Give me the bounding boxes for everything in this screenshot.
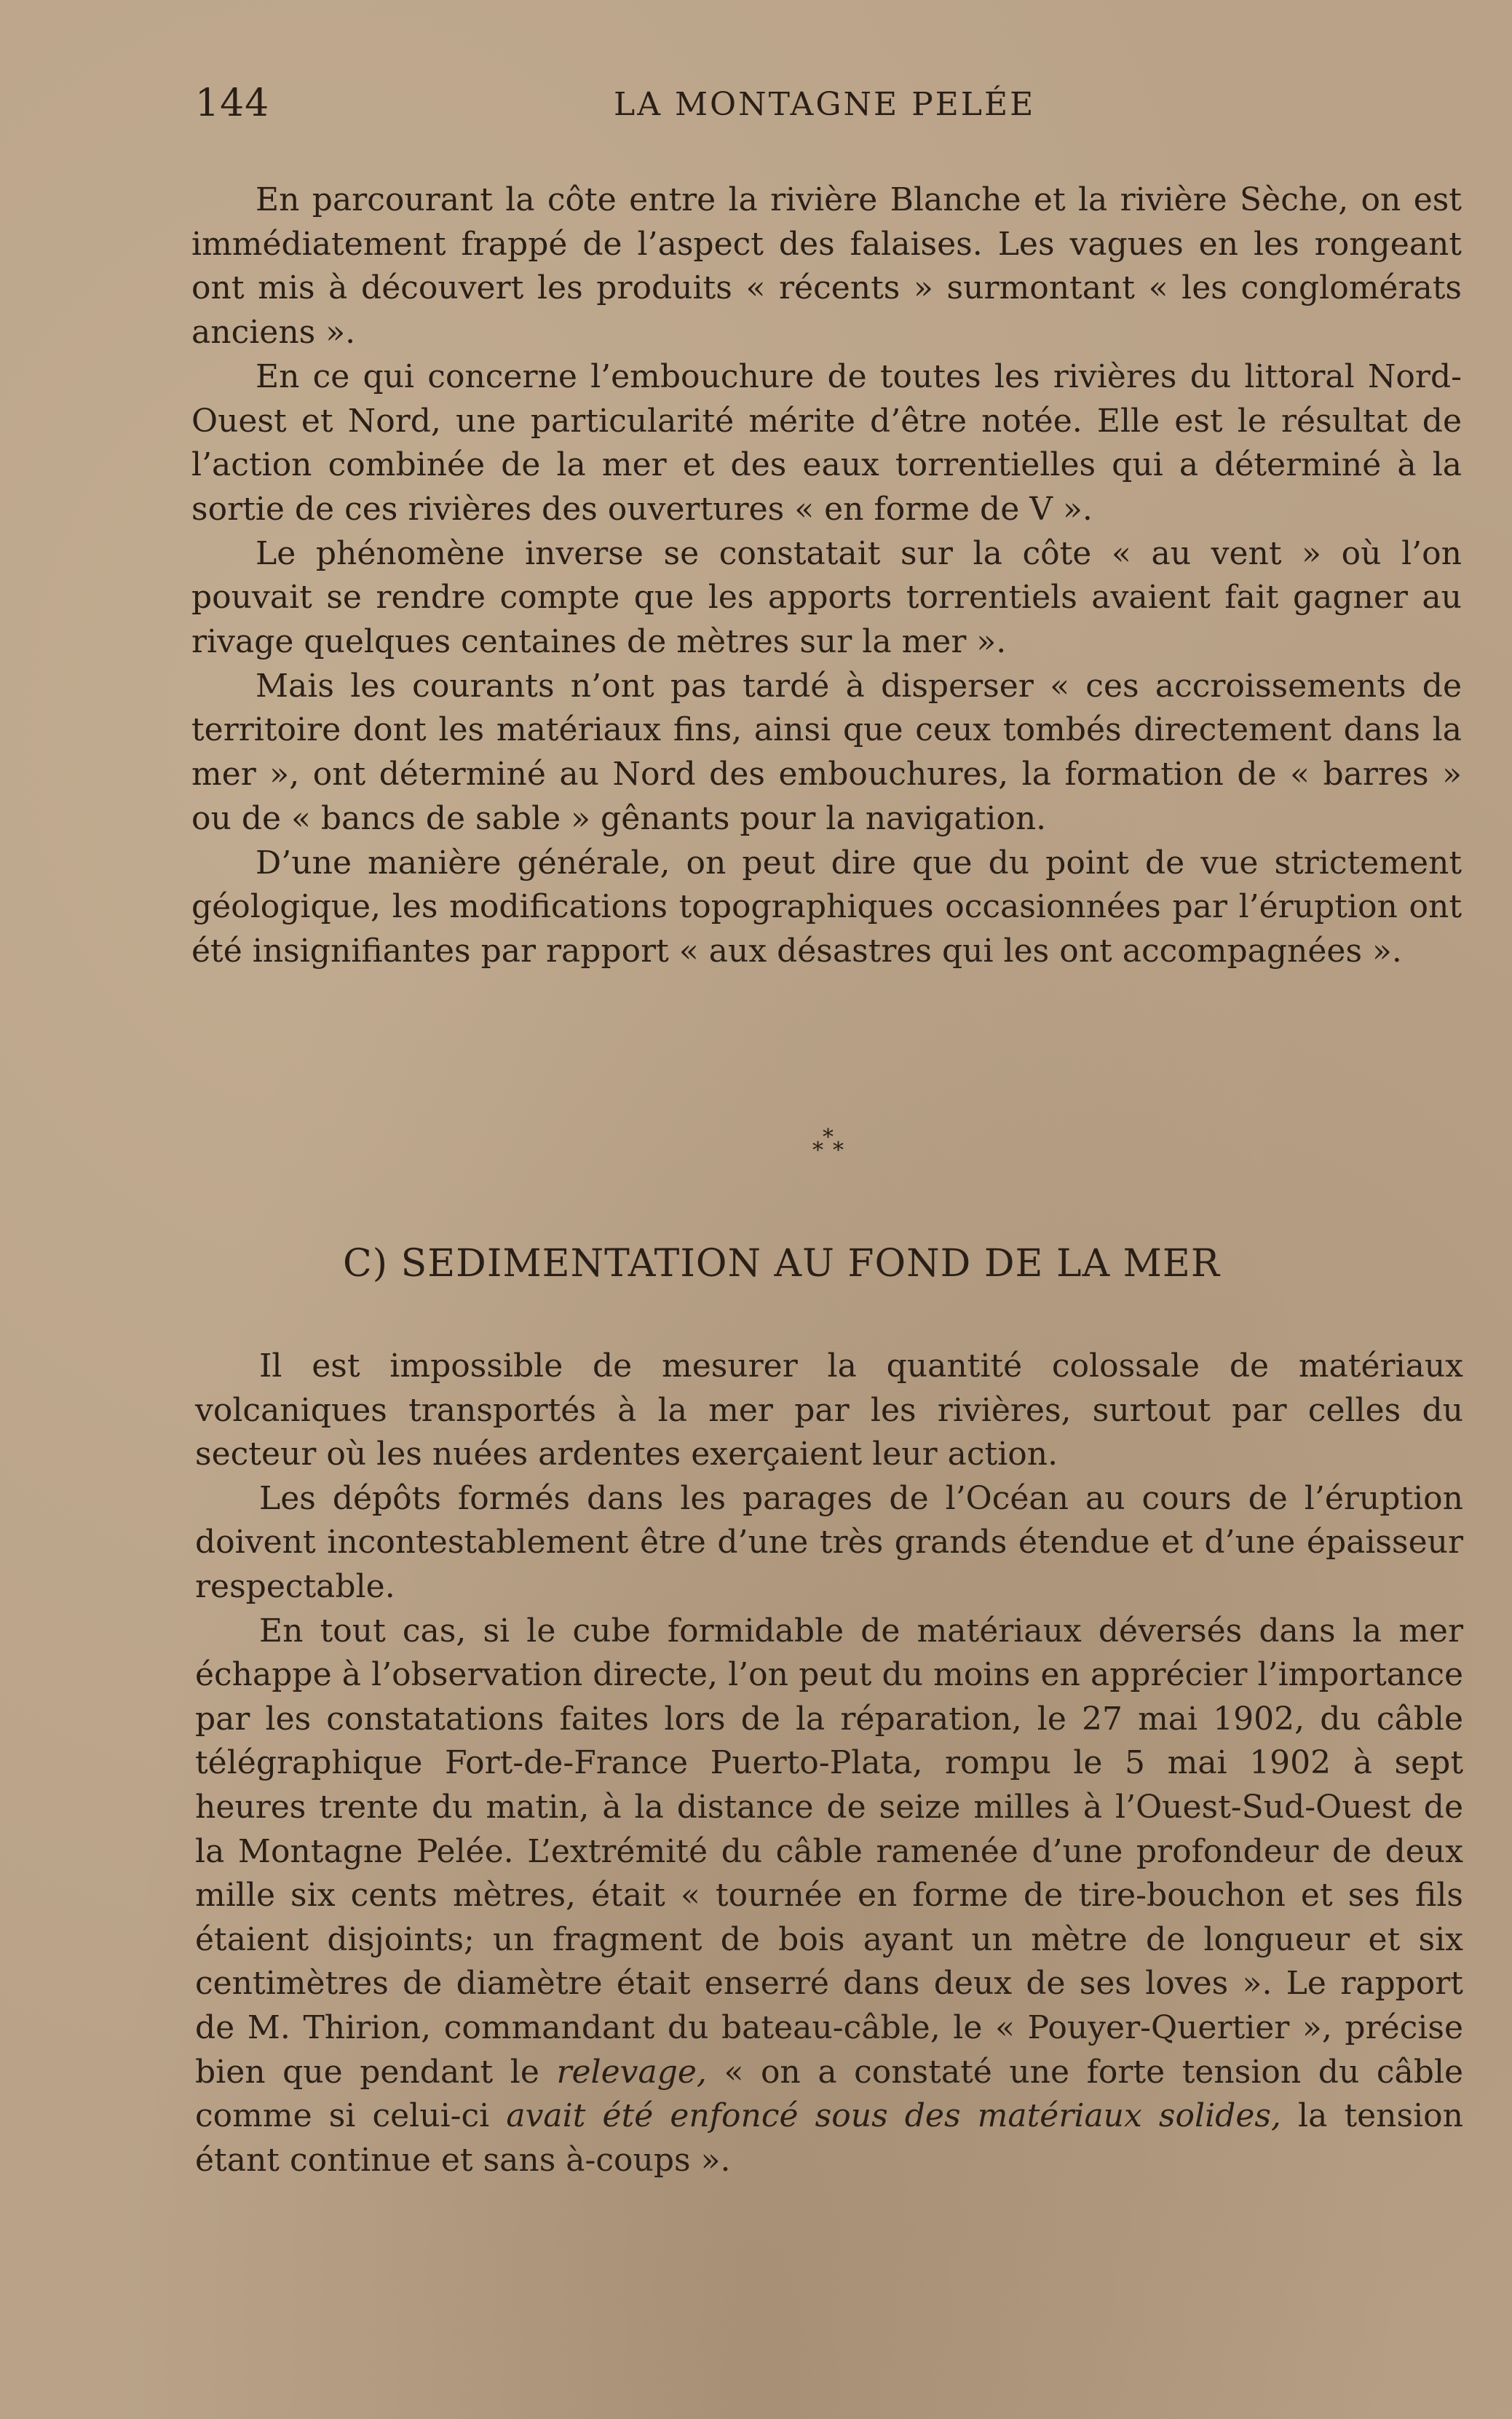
section-two-body	[195, 1345, 1463, 2182]
section-one-body	[191, 178, 1462, 974]
italic-run: avait été enfoncé sous des matériaux solides,	[506, 2097, 1281, 2135]
asterisk-right: *	[833, 1138, 844, 1163]
paragraph: Mais les courants n’ont pas tardé à disperser « ces accroissements de territoire dont les matériaux fins, ainsi que ceux tombés directement dans la mer », ont déterminé au Nord des embouchures, la formation de « barres » ou de « bancs de sable » gênants pour la navigation.	[191, 667, 1462, 837]
running-header	[195, 82, 1469, 132]
paragraph: D’une manière générale, on peut dire que du point de vue strictement géologique, les modifications topographiques occasionnées par l’éruption ont été insignifiantes par rapport « aux désastres qui les ont accompagnées ».	[191, 844, 1462, 970]
asterisk-left: *	[812, 1138, 823, 1163]
text-run: la tension étant continue et sans à-coups ».	[195, 2097, 1463, 2179]
page-number: 144	[195, 82, 270, 125]
paragraph: En parcourant la côte entre la rivière Blanche et la rivière Sèche, on est immédiatement frappé de l’aspect des falaises. Les vagues en les rongeant ont mis à découvert les produits « récents » surmontant « les conglomérats anciens ».	[191, 181, 1462, 352]
italic-run: relevage,	[556, 2053, 707, 2091]
paragraph: Le phénomène inverse se constatait sur la côte « au vent » où l’on pouvait se rendre compte que les apports torrentiels avaient fait gagner au rivage quelques centaines de mètres sur la mer ».	[191, 534, 1462, 661]
running-title: LA MONTAGNE PELÉE	[614, 86, 1036, 123]
paragraph-with-italics	[195, 1610, 1463, 2183]
paragraph: En ce qui concerne l’embouchure de toutes les rivières du littoral Nord-Ouest et Nord, une particularité mérite d’être notée. Elle est le résultat de l’action combinée de la mer et des eaux torrentielles qui a déterminé à la sortie de ces rivières des ouvertures « en forme de V ».	[191, 357, 1462, 528]
text-run: En tout cas, si le cube formidable de matériaux déversés dans la mer échappe à l’observation directe, l’on peut du moins en apprécier l’importance par les constatations faites lors de la réparation, le 27 mai 1902, du câble télégraphique Fort-de-France Puerto-Plata, rompu le 5 mai 1902 à sept heures trente du matin, à la distance de seize milles à l’Ouest-Sud-Ouest de la Montagne Pelée. L’extrémité du câble ramenée d’une profondeur de deux mille six cents mètres, était « tournée en forme de tire-bouchon et ses fils étaient disjoints; un fragment de bois ayant un mètre de longueur et six centimètres de diamètre était enserré dans deux de ses loves ». Le rapport de M. Thirion, commandant du bateau-câble, le « Pouyer-Quertier », précise bien que pendant le	[195, 1612, 1463, 2091]
asterisk-top: *	[823, 1125, 834, 1150]
paragraph: Il est impossible de mesurer la quantité colossale de matériaux volcaniques transportés à la mer par les rivières, surtout par celles du secteur où les nuées ardentes exerçaient leur action.	[195, 1347, 1463, 1473]
asterism-separator	[808, 1127, 852, 1171]
section-heading: C) SEDIMENTATION AU FOND DE LA MER	[342, 1242, 1221, 1286]
text-run: « on a constaté une forte tension du câble comme si celui-ci	[195, 2053, 1463, 2135]
paragraph: Les dépôts formés dans les parages de l’Océan au cours de l’éruption doivent incontestablement être d’une très grands étendue et d’une épaisseur respectable.	[195, 1479, 1463, 1605]
